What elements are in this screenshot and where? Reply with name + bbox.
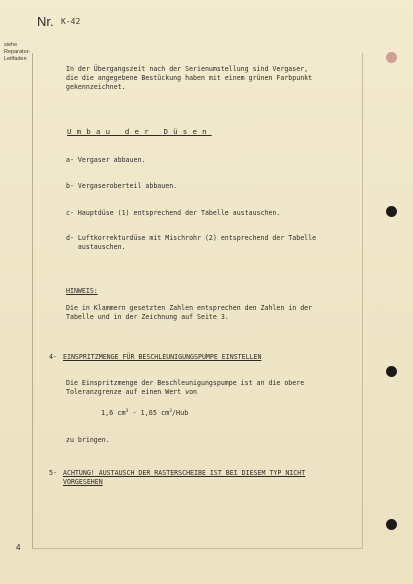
section-4-title: EINSPRITZMENGE FÜR BESCHLEUNIGUNGSPUMPE EINSTELLEN (63, 353, 262, 361)
section-5-number: 5- (49, 469, 57, 477)
step-a: a- Vergaser abbauen. (66, 156, 146, 164)
step-d-continued: austauschen. (66, 243, 126, 251)
hint-line: Tabelle und in der Zeichnung auf Seite 3. (66, 313, 229, 321)
header-nr-label: Nr. (37, 14, 54, 29)
step-c: c- Hauptdüse (1) entsprechend der Tabelle austauschen. (66, 209, 281, 217)
formula-min: 1,6 cm (101, 409, 126, 417)
section-5-warning (63, 469, 305, 478)
page-number: 4 (16, 543, 21, 552)
side-note-line: Leitfaden (4, 56, 27, 62)
punch-hole (386, 366, 397, 377)
intro-line: die die angegebene Bestückung haben mit einem grünen Farbpunkt (66, 74, 313, 82)
side-note-line: Reparatur- (4, 49, 31, 55)
bottom-frame-line (32, 548, 363, 549)
punch-hole (386, 206, 397, 217)
formula-superscript: 3 (169, 409, 172, 414)
punch-hole (386, 519, 397, 530)
step-d: d- Luftkorrekturdüse mit Mischrohr (2) entsprechend der Tabelle (66, 234, 317, 242)
section-5-warning-continued: VORGESEHEN (63, 478, 103, 486)
punch-hole (386, 52, 397, 63)
injection-volume-formula (101, 409, 188, 417)
right-frame-line (362, 53, 363, 548)
formula-superscript: 3 (125, 409, 129, 414)
formula-max: - 1,65 cm (128, 409, 170, 417)
section-4-line: Toleranzgrenze auf einen Wert von (66, 388, 198, 396)
section-4-line: Die Einspritzmenge der Beschleunigungspumpe ist an die obere (66, 379, 305, 387)
document-code: K-42 (61, 17, 81, 26)
hint-title: HINWEIS: (66, 287, 98, 295)
intro-line: gekennzeichnet. (66, 83, 126, 91)
hint-line: Die in Klammern gesetzten Zahlen entsprechen den Zahlen in der (66, 304, 313, 312)
section-heading: Umbau der Düsen (67, 127, 212, 136)
warning-label: ACHTUNG! (63, 469, 95, 477)
section-4-number: 4- (49, 353, 57, 361)
side-note-line: siehe (4, 42, 18, 48)
formula-unit: /Hub (171, 409, 189, 417)
side-note (4, 42, 30, 63)
section-4-closing: zu bringen. (66, 436, 110, 444)
step-b: b- Vergaseroberteil abbauen. (66, 182, 178, 190)
warning-text: AUSTAUSCH DER RASTERSCHEIBE IST BEI DIESEM TYP NICHT (94, 469, 306, 477)
intro-line: In der Übergangszeit nach der Serienumstellung sind Vergaser, (66, 65, 309, 73)
